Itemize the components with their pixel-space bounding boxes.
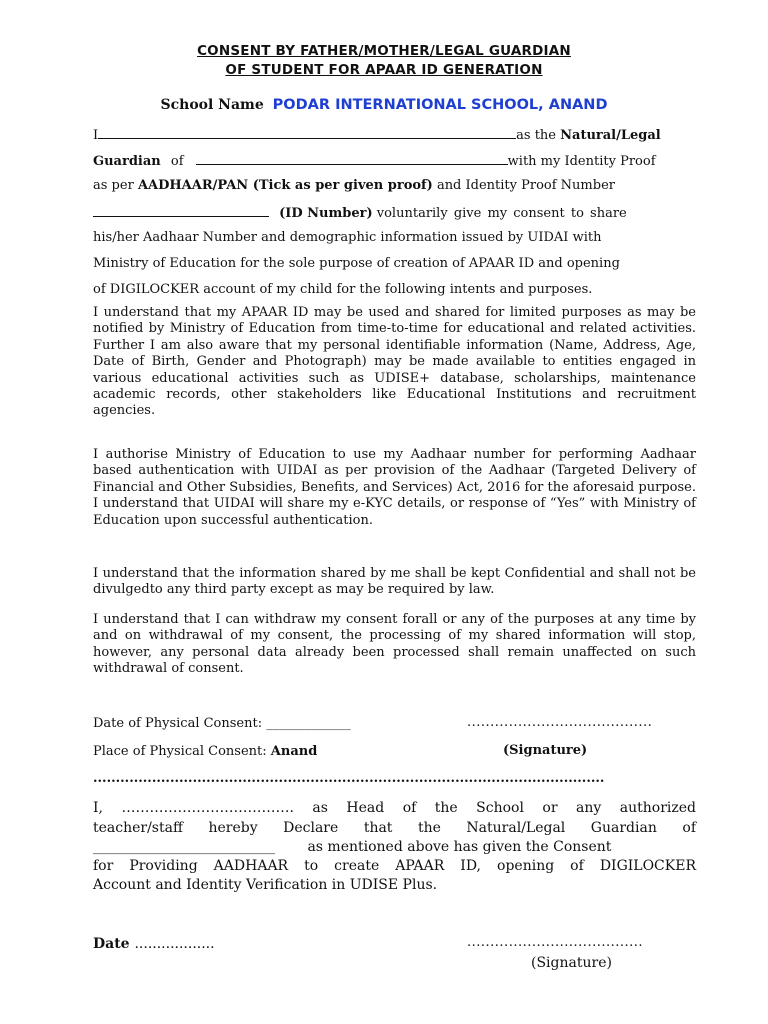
paragraph-confidentiality: I understand that the information shared by me shall be kept Confidential and shall not be divulgedto any third party except as may be required by law. — [93, 566, 696, 598]
declaration-line-5: Account and Identity Verification in UDISE Plus. — [93, 877, 438, 893]
head-name-dots[interactable]: ………………………………. — [121, 800, 294, 816]
intro-line-1 — [93, 125, 696, 145]
intro-as-the: as the — [516, 128, 556, 143]
declaration-line-2: teacher/staff hereby Declare that the Natural/Legal Guardian of — [93, 820, 696, 836]
intro-natural-legal: Natural/Legal — [560, 128, 661, 143]
intro-line-3 — [93, 177, 696, 195]
consent-place-value: Anand — [270, 744, 318, 759]
paragraph-aadhaar-authentication: I authorise Ministry of Education to use my Aadhaar number for performing Aadhaar based authentication with UIDAI as per provision of the Aadhaar (Targeted Delivery of Financial and Other Subsidies, Benefits, and Services) Act, 2016 for the aforesaid purpose. I understand that UIDAI will share my e-KYC details, or response of “Yes” with Ministry of Education upon successful authentication. — [93, 447, 696, 528]
form-title-line-2: OF STUDENT FOR APAAR ID GENERATION — [225, 62, 543, 78]
guardian-name-blank[interactable] — [98, 125, 516, 139]
intro-i: I — [93, 128, 99, 143]
intro-line-2 — [93, 151, 696, 171]
footer-date-dots[interactable]: .................. — [134, 936, 215, 952]
head-signature-label: (Signature) — [531, 955, 612, 971]
intro-line-5: his/her Aadhaar Number and demographic information issued by UIDAI with — [93, 230, 602, 245]
declaration-head-text: as Head of the School or any authorized — [312, 800, 697, 816]
consent-date-field[interactable]: _____________ — [266, 716, 351, 731]
school-name-row — [0, 97, 768, 113]
intro-as-per: as per — [93, 178, 134, 193]
intro-id-number-label: (ID Number) — [279, 206, 373, 221]
declaration-guardian-blank[interactable]: __________________________ — [93, 839, 275, 855]
school-name-value: PODAR INTERNATIONAL SCHOOL, ANAND — [272, 97, 608, 113]
declaration-line-3 — [93, 838, 696, 856]
id-number-blank[interactable] — [93, 203, 269, 217]
footer-date-label: Date — [93, 936, 135, 952]
guardian-signature-dots[interactable]: ........................................ — [467, 715, 653, 730]
school-name-label: School Name — [160, 97, 264, 113]
intro-line-4 — [93, 203, 696, 223]
form-title-line-1: CONSENT BY FATHER/MOTHER/LEGAL GUARDIAN — [197, 43, 571, 59]
declaration-i: I, — [93, 800, 122, 816]
section-separator: ................................................................................................................. — [93, 771, 605, 786]
student-name-blank[interactable] — [196, 151, 508, 165]
intro-identity-proof: with my Identity Proof — [507, 154, 656, 169]
intro-aadhaar-pan: AADHAAR/PAN (Tick as per given proof) — [137, 178, 433, 193]
paragraph-withdrawal: I understand that I can withdraw my consent forall or any of the purposes at any time by and on withdrawal of my consent, the processing of my shared information will stop, however, any personal data already been processed shall remain unaffected on such withdrawal of consent. — [93, 612, 696, 677]
paragraph-apaar-usage: I understand that my APAAR ID may be used and shared for limited purposes as may be notified by Ministry of Education from time-to-time for educational and related activities. Further I am also aware that my personal identifiable information (Name, Address, Age, Date of Birth, Gender and Photograph) may be made available to entities engaged in various educational activities such as UDISE+ database, scholarships, maintenance academic records, other stakeholders like Educational Institutions and recruitment agencies. — [93, 305, 696, 419]
intro-id-number-text: and Identity Proof Number — [436, 178, 615, 193]
head-signature-dots[interactable]: ...................................... — [467, 935, 644, 950]
declaration-consent-text: as mentioned above has given the Consent — [307, 839, 612, 855]
intro-consent-text: voluntarily give my consent to share — [376, 206, 627, 221]
intro-guardian: Guardian — [93, 154, 161, 169]
intro-line-7: of DIGILOCKER account of my child for the following intents and purposes. — [93, 282, 593, 297]
consent-date-label: Date of Physical Consent: — [93, 716, 267, 731]
consent-place-row — [93, 743, 696, 761]
guardian-signature-label: (Signature) — [503, 743, 588, 758]
intro-line-6: Ministry of Education for the sole purpose of creation of APAAR ID and opening — [93, 256, 620, 271]
declaration-line-4: for Providing AADHAAR to create APAAR ID, opening of DIGILOCKER — [93, 858, 696, 874]
intro-of: of — [170, 154, 184, 169]
consent-place-label: Place of Physical Consent: — [93, 744, 271, 759]
declaration-line-1 — [93, 799, 696, 817]
